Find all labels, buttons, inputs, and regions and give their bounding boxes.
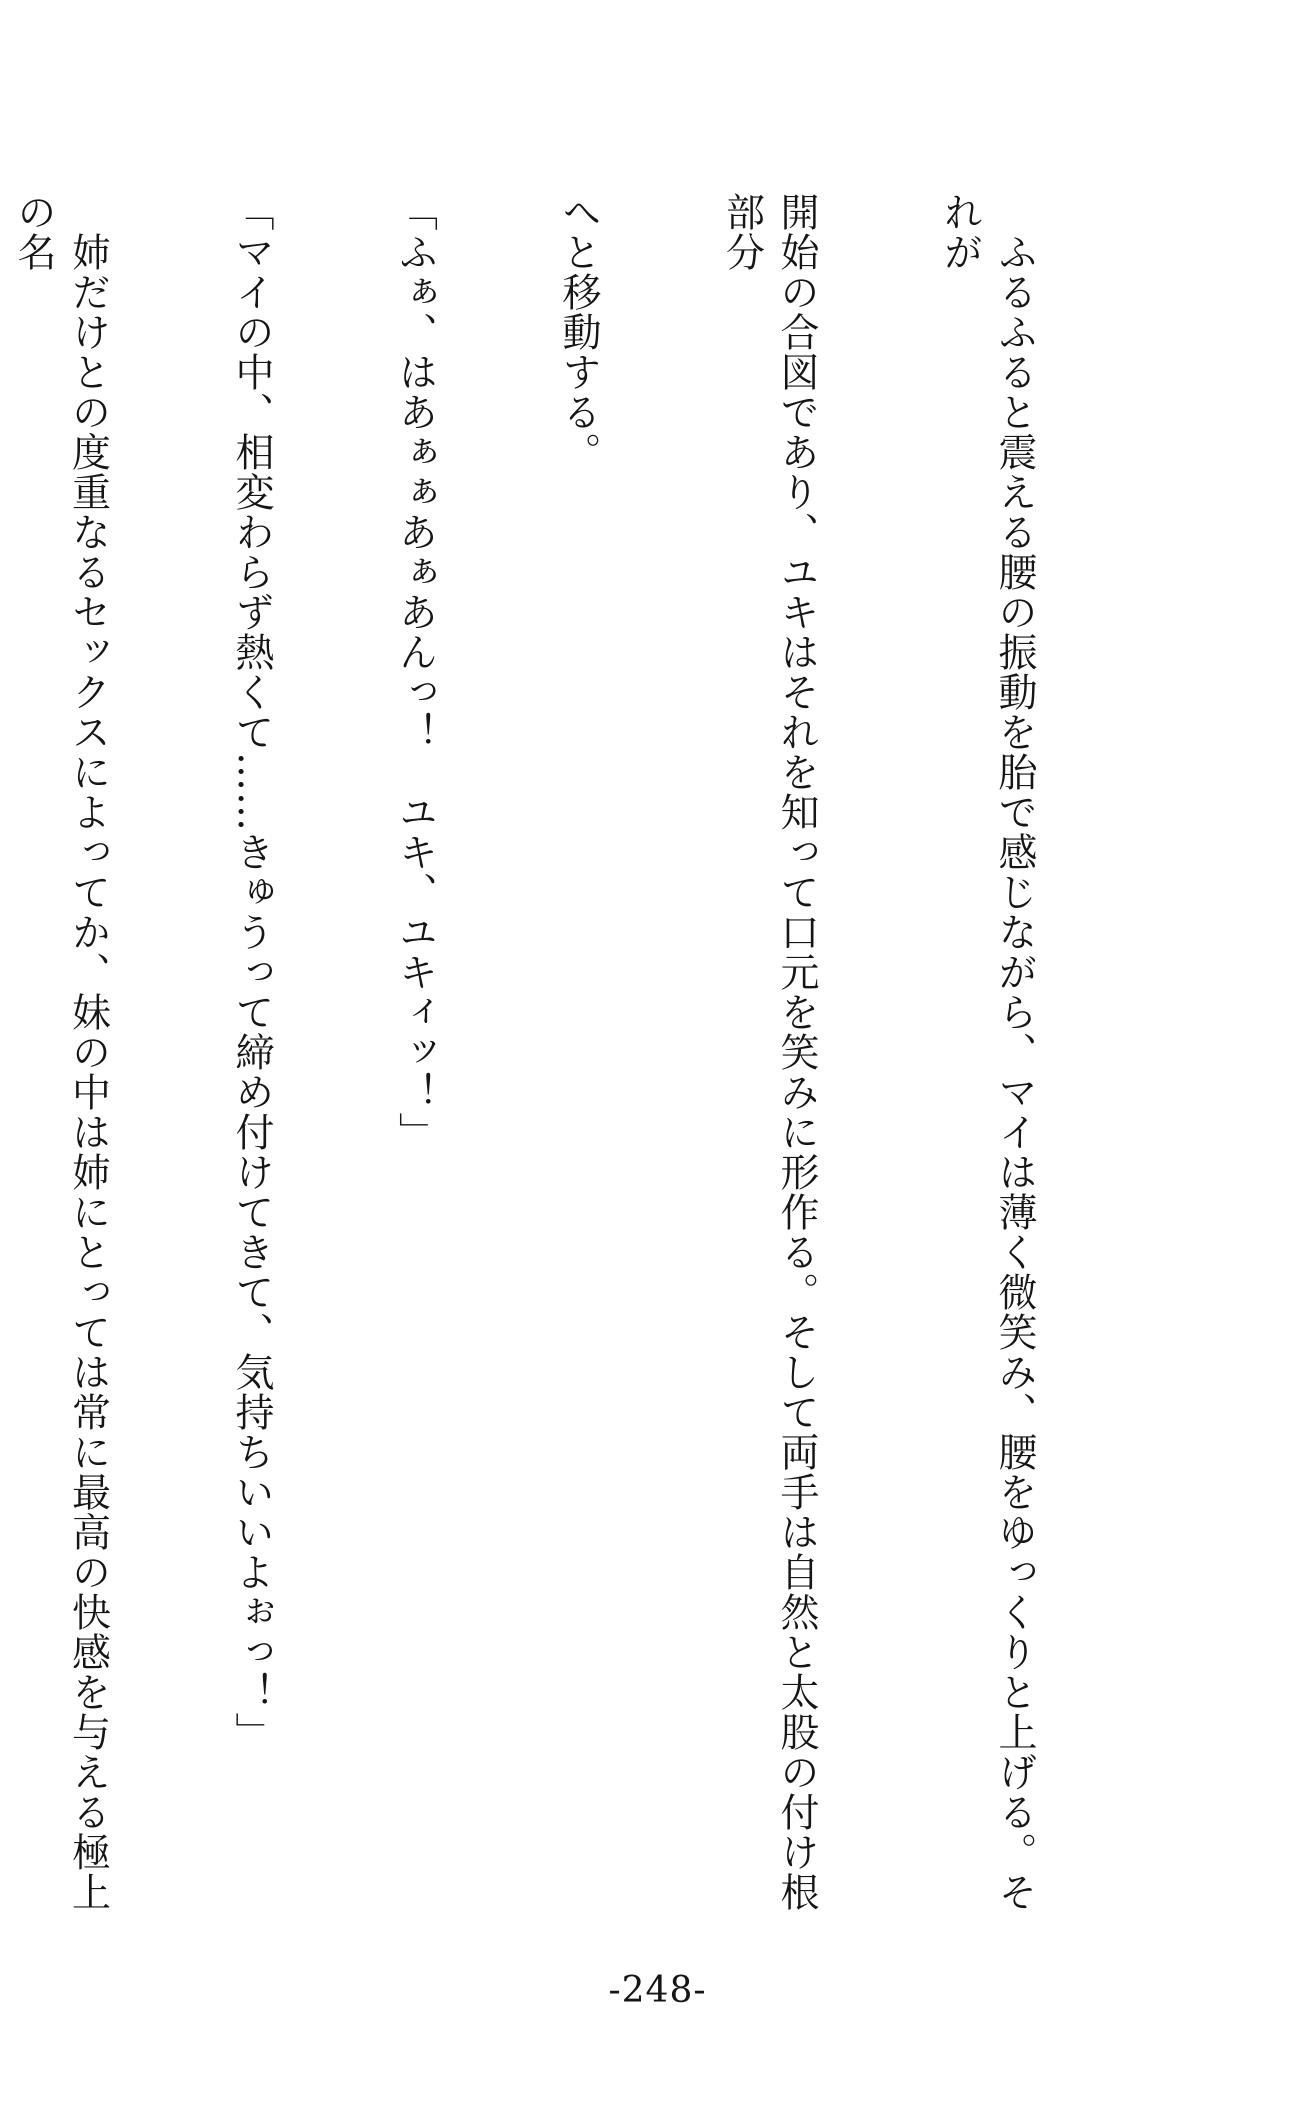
text-line: ふるふると震える腰の振動を胎で感じながら、マイは薄く微笑み、腰をゆっくりと上げる。それが (937, 192, 1037, 1912)
vertical-text-body (0, 192, 1150, 1912)
page-number: -248- (608, 1970, 707, 2011)
text-line: 姉だけとの度重なるセックスによってか、妹の中は姉にとっては常に最高の快感を与える極上の名 (11, 192, 111, 1912)
text-line: へと移動する。 (556, 192, 601, 472)
text-line: 開始の合図であり、ユキはそれを知って口元を笑みに形作る。そして両手は自然と太股の付け根部分 (719, 192, 819, 1912)
text-line: 「マイの中、相変わらず熱くて……きゅうって締め付けてきて、気持ちいいよぉっ！」 (229, 192, 274, 1752)
text-line: 「ふぁ、はあぁぁあぁあんっ！ ユキ、ユキィッ！」 (392, 192, 438, 1152)
